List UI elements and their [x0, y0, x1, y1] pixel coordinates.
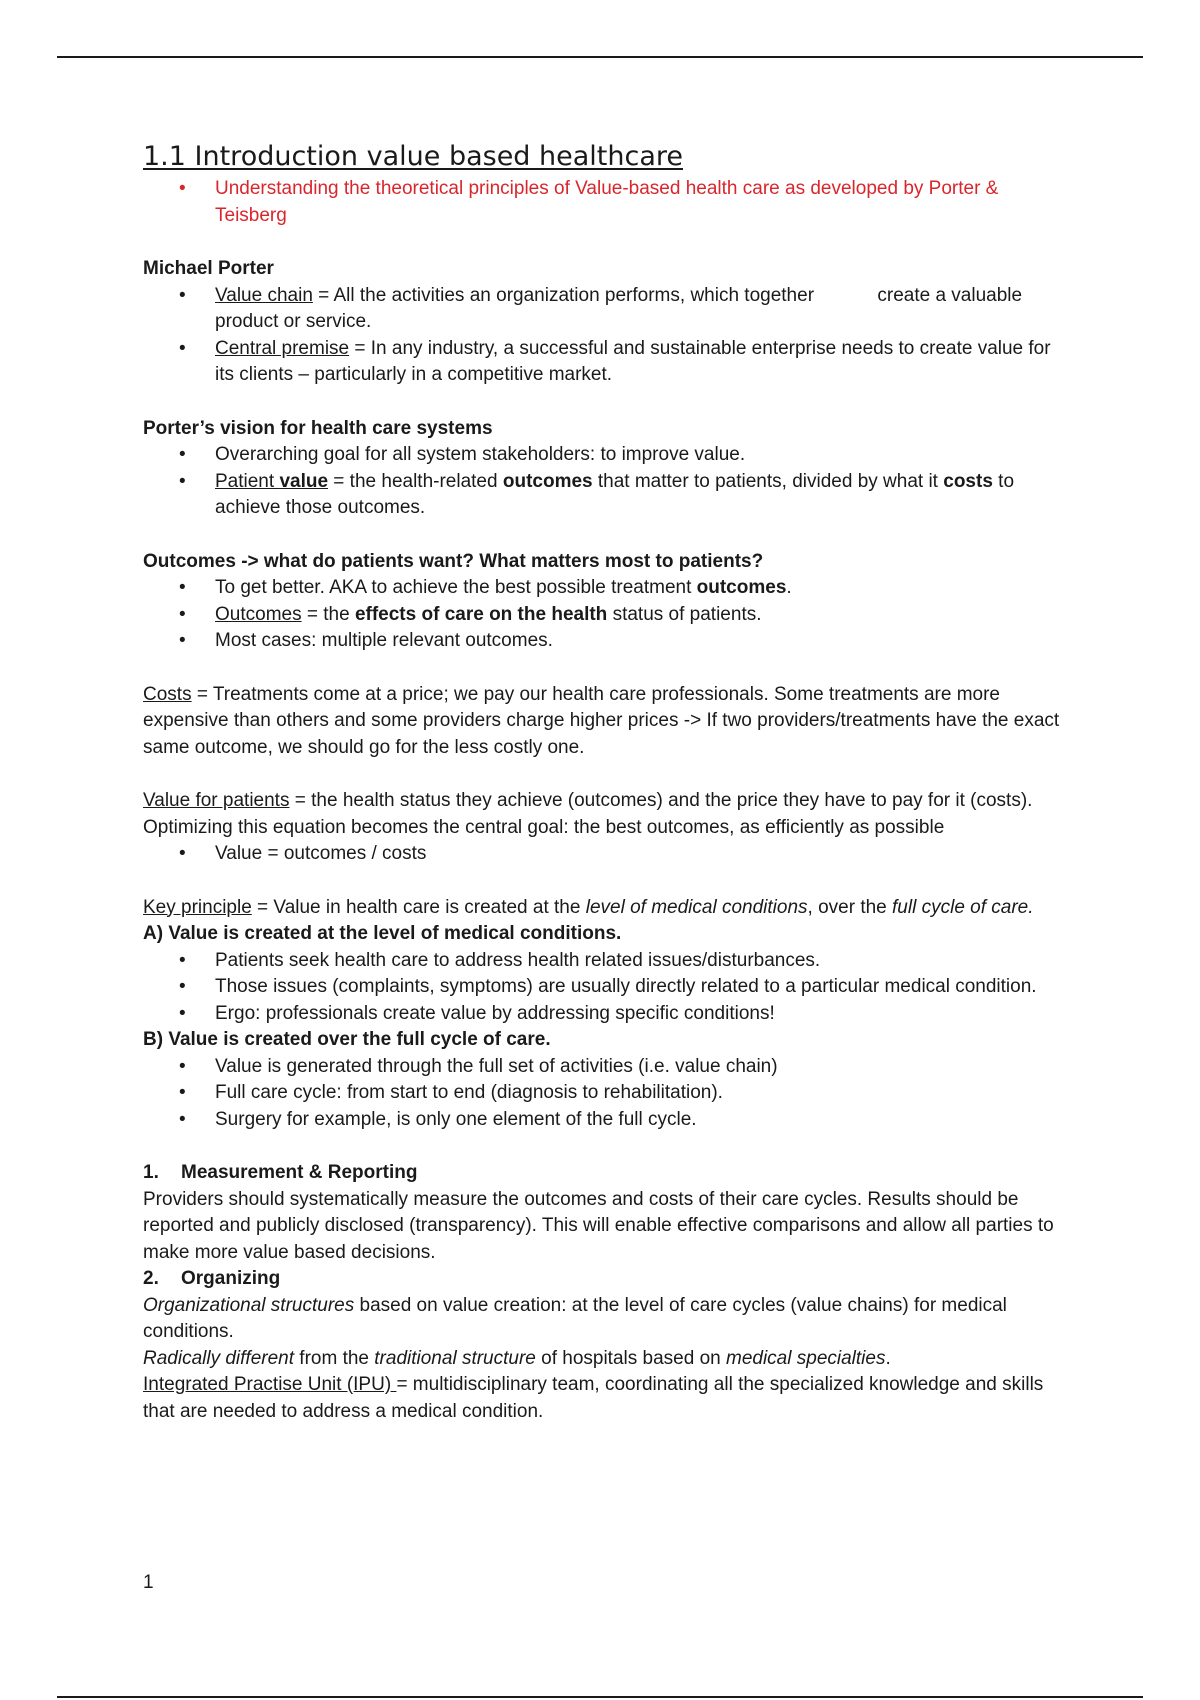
- vision-list: [143, 442, 1068, 522]
- central-premise-term: Central premise: [215, 337, 350, 359]
- michael-porter-list: [143, 283, 1068, 389]
- vision-heading: Porter’s vision for health care systems: [143, 417, 493, 439]
- learning-objective: • Understanding the theoretical principles of Value-based health care as developed by Porter & Teisberg: [143, 176, 1068, 229]
- text-run: that matter to patients, divided by what it: [592, 470, 944, 492]
- page-title: 1.1 Introduction value based healthcare: [143, 141, 683, 172]
- list-item: • Full care cycle: from start to end (diagnosis to rehabilitation).: [143, 1080, 1068, 1107]
- measurement-heading: 1. Measurement & Reporting: [143, 1162, 418, 1183]
- value-for-patients-term: Value for patients: [143, 790, 290, 811]
- text-run: to achieve those outcomes.: [215, 470, 1015, 518]
- value-chain-term: Value chain: [215, 284, 313, 306]
- list-item: [143, 336, 1068, 389]
- text-run: = the health-related: [328, 470, 503, 492]
- text-run-bold: outcomes: [502, 470, 593, 492]
- section-b-heading: B) Value is created over the full cycle of care.: [143, 1029, 551, 1050]
- list-item: • Ergo: professionals create value by addressing specific conditions!: [143, 1001, 1068, 1028]
- footer-rule: [57, 1696, 1143, 1698]
- michael-porter-heading: Michael Porter: [143, 258, 274, 279]
- section-b-list: [143, 1054, 1068, 1134]
- list-item: [143, 469, 1068, 522]
- outcomes-heading: Outcomes -> what do patients want? What matters most to patients?: [143, 550, 764, 572]
- value-chain-definition: = All the activities an organization performs, which together create a valuable product or service.: [215, 284, 1028, 332]
- costs-paragraph: Costs = Treatments come at a price; we pay our health care professionals. Some treatments are more expensive than others and some providers charge higher prices -> If two providers/treatments have the exact same outcome, we should go for the less costly one.: [143, 683, 1060, 758]
- list-item: • To get better. AKA to achieve the best possible treatment outcomes.: [143, 575, 1068, 602]
- header-rule: [57, 56, 1143, 58]
- costs-term: Costs: [143, 683, 192, 705]
- document-page: [143, 140, 1068, 1425]
- text-run-bold: costs: [943, 470, 993, 492]
- key-principle-term: Key principle: [143, 896, 252, 918]
- list-item: • Outcomes = the effects of care on the health status of patients.: [143, 602, 1068, 629]
- list-item: • Patients seek health care to address health related issues/disturbances.: [143, 948, 1068, 975]
- central-premise-definition: = In any industry, a successful and sustainable enterprise needs to create value for its clients – particularly in a competitive market.: [215, 337, 1051, 385]
- learning-objective-list: [143, 176, 1068, 229]
- outcomes-list: [143, 575, 1068, 655]
- outcomes-term: Outcomes: [215, 603, 302, 625]
- list-item: • Most cases: multiple relevant outcomes.: [143, 628, 1068, 655]
- key-principle-paragraph: Key principle = Value in health care is created at the level of medical conditions, over the full cycle of care.: [143, 896, 1034, 918]
- ipu-term: Integrated Practise Unit (IPU): [143, 1374, 397, 1395]
- measurement-paragraph: Providers should systematically measure the outcomes and costs of their care cycles. Results should be reported and publicly disclosed (transparency). This will enable effective comparisons and allow all parties to make more value based decisions.: [143, 1188, 1054, 1263]
- organizing-paragraph-2: Radically different from the traditional structure of hospitals based on medical specialties.: [143, 1347, 891, 1369]
- patient-value-term: Patient value: [215, 470, 329, 492]
- value-formula: • Value = outcomes / costs: [143, 841, 1068, 868]
- list-item: • Those issues (complaints, symptoms) are usually directly related to a particular medical condition.: [143, 974, 1068, 1001]
- list-item: [143, 283, 1068, 336]
- value-formula-list: [143, 841, 1068, 868]
- list-item: • Value is generated through the full set of activities (i.e. value chain): [143, 1054, 1068, 1081]
- list-item: • Overarching goal for all system stakeholders: to improve value.: [143, 442, 1068, 469]
- organizing-heading: 2. Organizing: [143, 1268, 281, 1289]
- section-a-list: [143, 948, 1068, 1028]
- section-a-heading: A) Value is created at the level of medical conditions.: [143, 923, 622, 944]
- ipu-paragraph: Integrated Practise Unit (IPU) = multidisciplinary team, coordinating all the specialized knowledge and skills that are needed to address a medical condition.: [143, 1374, 1044, 1422]
- organizing-paragraph-1: Organizational structures based on value creation: at the level of care cycles (value chains) for medical conditions.: [143, 1294, 1007, 1342]
- page-number: 1: [143, 1572, 154, 1593]
- list-item: • Surgery for example, is only one element of the full cycle.: [143, 1107, 1068, 1134]
- value-for-patients-paragraph: Value for patients = the health status they achieve (outcomes) and the price they have to pay for it (costs). Optimizing this equation becomes the central goal: the best outcomes, as efficiently as possible: [143, 790, 1033, 838]
